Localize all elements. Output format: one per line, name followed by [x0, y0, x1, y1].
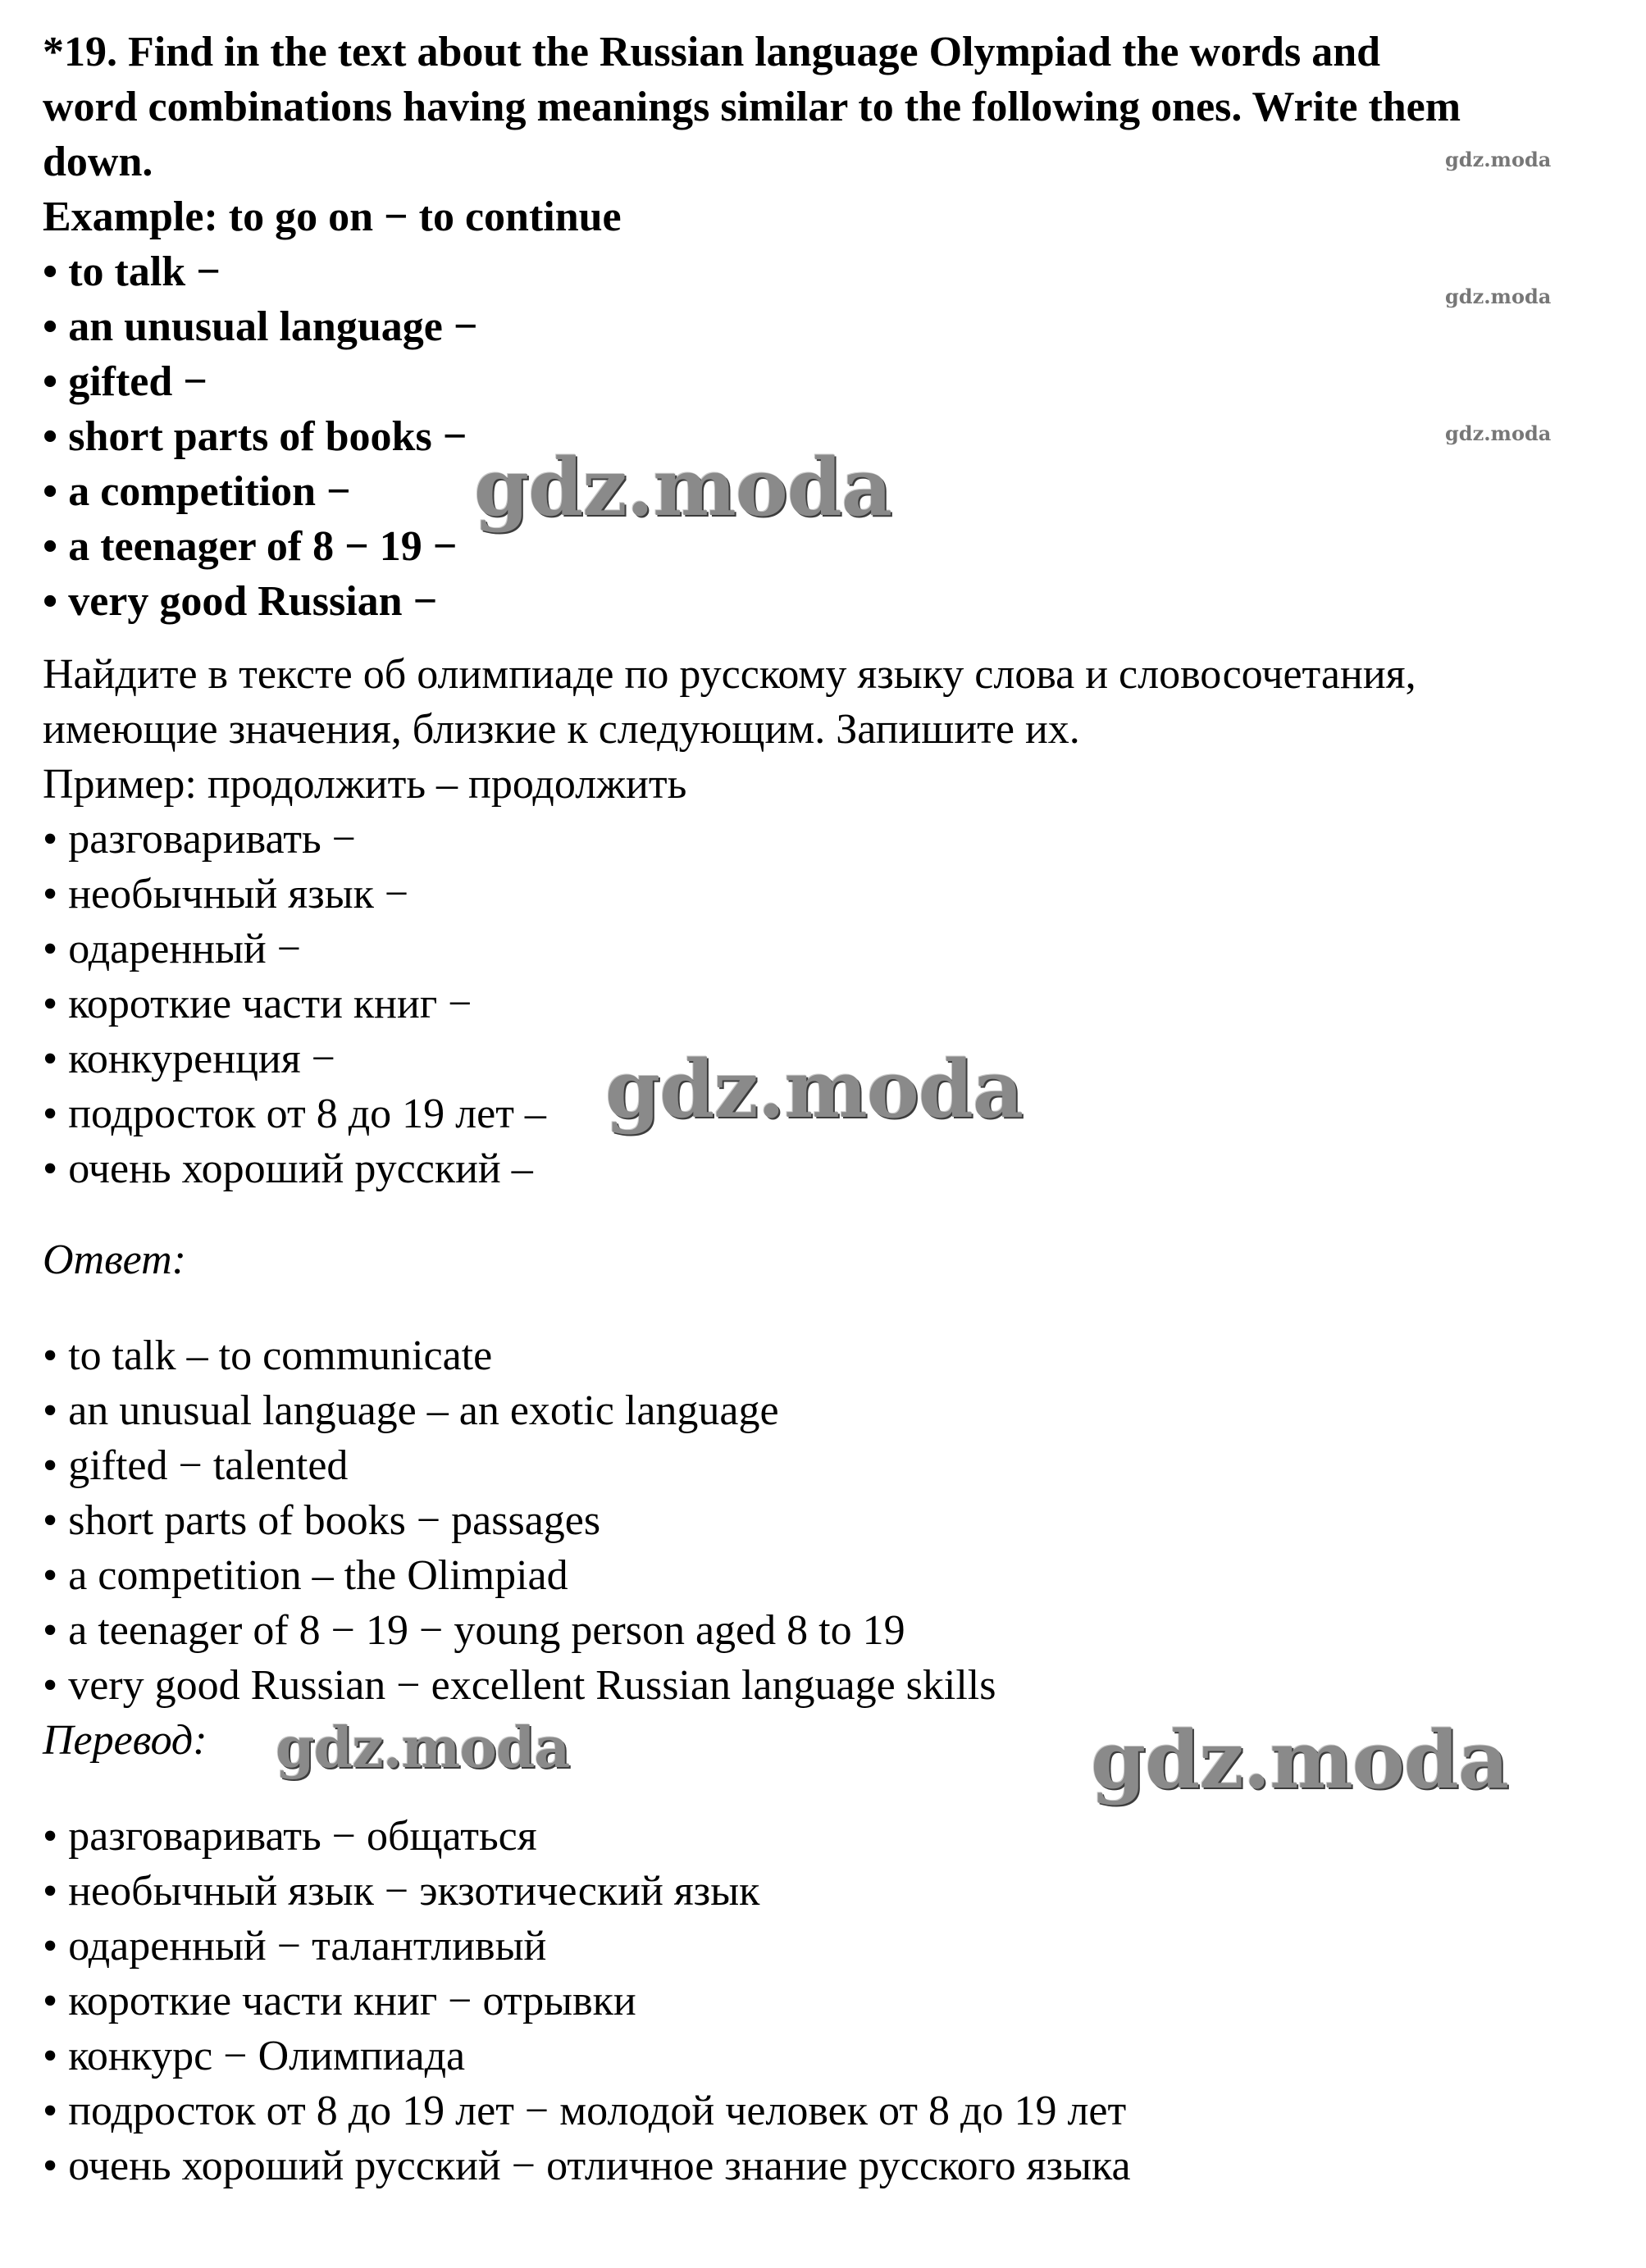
list-item: • короткие части книг − отрывки [43, 1978, 636, 2024]
watermark-small: gdz.moda [1445, 148, 1552, 171]
list-item: • конкуренция − [43, 1036, 335, 1082]
translation-list [43, 1809, 1625, 2193]
list-item: • очень хороший русский − отличное знание русского языка [43, 2143, 1131, 2189]
spacer [43, 1196, 1625, 1232]
list-item: • very good Russian − excellent Russian language skills [43, 1662, 996, 1709]
list-item: • a teenager of 8 − 19 − young person aged 8 to 19 [43, 1607, 905, 1654]
list-item: • одаренный − [43, 926, 302, 972]
list-item: • an unusual language − [43, 303, 478, 350]
watermark-small: gdz.moda [1445, 421, 1552, 445]
answer-label: Ответ: [43, 1236, 186, 1283]
spacer [43, 1287, 1625, 1328]
task-heading [43, 25, 1625, 189]
task-example: Example: to go on − to continue [43, 194, 622, 240]
watermark-large: gdz.moda [605, 1043, 1024, 1136]
task-list [43, 244, 1625, 629]
list-item: • short parts of books − passages [43, 1497, 601, 1544]
list-item: • разговаривать − [43, 816, 357, 863]
watermark-large: gdz.moda [1091, 1714, 1509, 1806]
list-item: • an unusual language – an exotic language [43, 1387, 779, 1434]
russian-intro-line: имеющие значения, близкие к следующим. Запишите их. [43, 706, 1080, 753]
list-item: • a competition – the Olimpiad [43, 1552, 568, 1599]
russian-intro [43, 647, 1625, 757]
watermark-small: gdz.moda [1445, 285, 1552, 308]
list-item: • to talk − [43, 248, 221, 295]
spacer [43, 629, 1625, 647]
list-item: • a teenager of 8 − 19 − [43, 523, 458, 570]
watermark-medium: gdz.moda [276, 1715, 570, 1781]
translation-label: Перевод: [43, 1717, 207, 1764]
watermark-large: gdz.moda [474, 441, 892, 534]
task-title-line: word combinations having meanings similar to the following ones. Write them [43, 84, 1461, 130]
russian-list [43, 812, 1625, 1196]
list-item: • подросток от 8 до 19 лет – [43, 1091, 546, 1137]
list-item: • необычный язык − экзотический язык [43, 1868, 760, 1915]
list-item: • подросток от 8 до 19 лет − молодой человек от 8 до 19 лет [43, 2088, 1127, 2134]
list-item: • одаренный − талантливый [43, 1923, 547, 1970]
list-item: • gifted − talented [43, 1442, 349, 1489]
list-item: • очень хороший русский – [43, 1145, 533, 1192]
list-item: • very good Russian − [43, 578, 438, 625]
list-item: • конкурс − Олимпиада [43, 2033, 466, 2079]
list-item: • short parts of books − [43, 413, 467, 460]
list-item: • to talk – to communicate [43, 1332, 493, 1379]
task-title-line: down. [43, 139, 153, 185]
list-item: • a competition − [43, 468, 351, 515]
list-item: • короткие части книг − [43, 981, 472, 1027]
russian-example: Пример: продолжить – продолжить [43, 761, 687, 808]
list-item: • разговаривать − общаться [43, 1813, 537, 1860]
russian-intro-line: Найдите в тексте об олимпиаде по русскому языку слова и словосочетания, [43, 651, 1416, 698]
task-title-line: *19. Find in the text about the Russian language Olympiad the words and [43, 29, 1381, 75]
list-item: • необычный язык − [43, 871, 409, 918]
list-item: • gifted − [43, 358, 207, 405]
answer-list [43, 1328, 1625, 1713]
